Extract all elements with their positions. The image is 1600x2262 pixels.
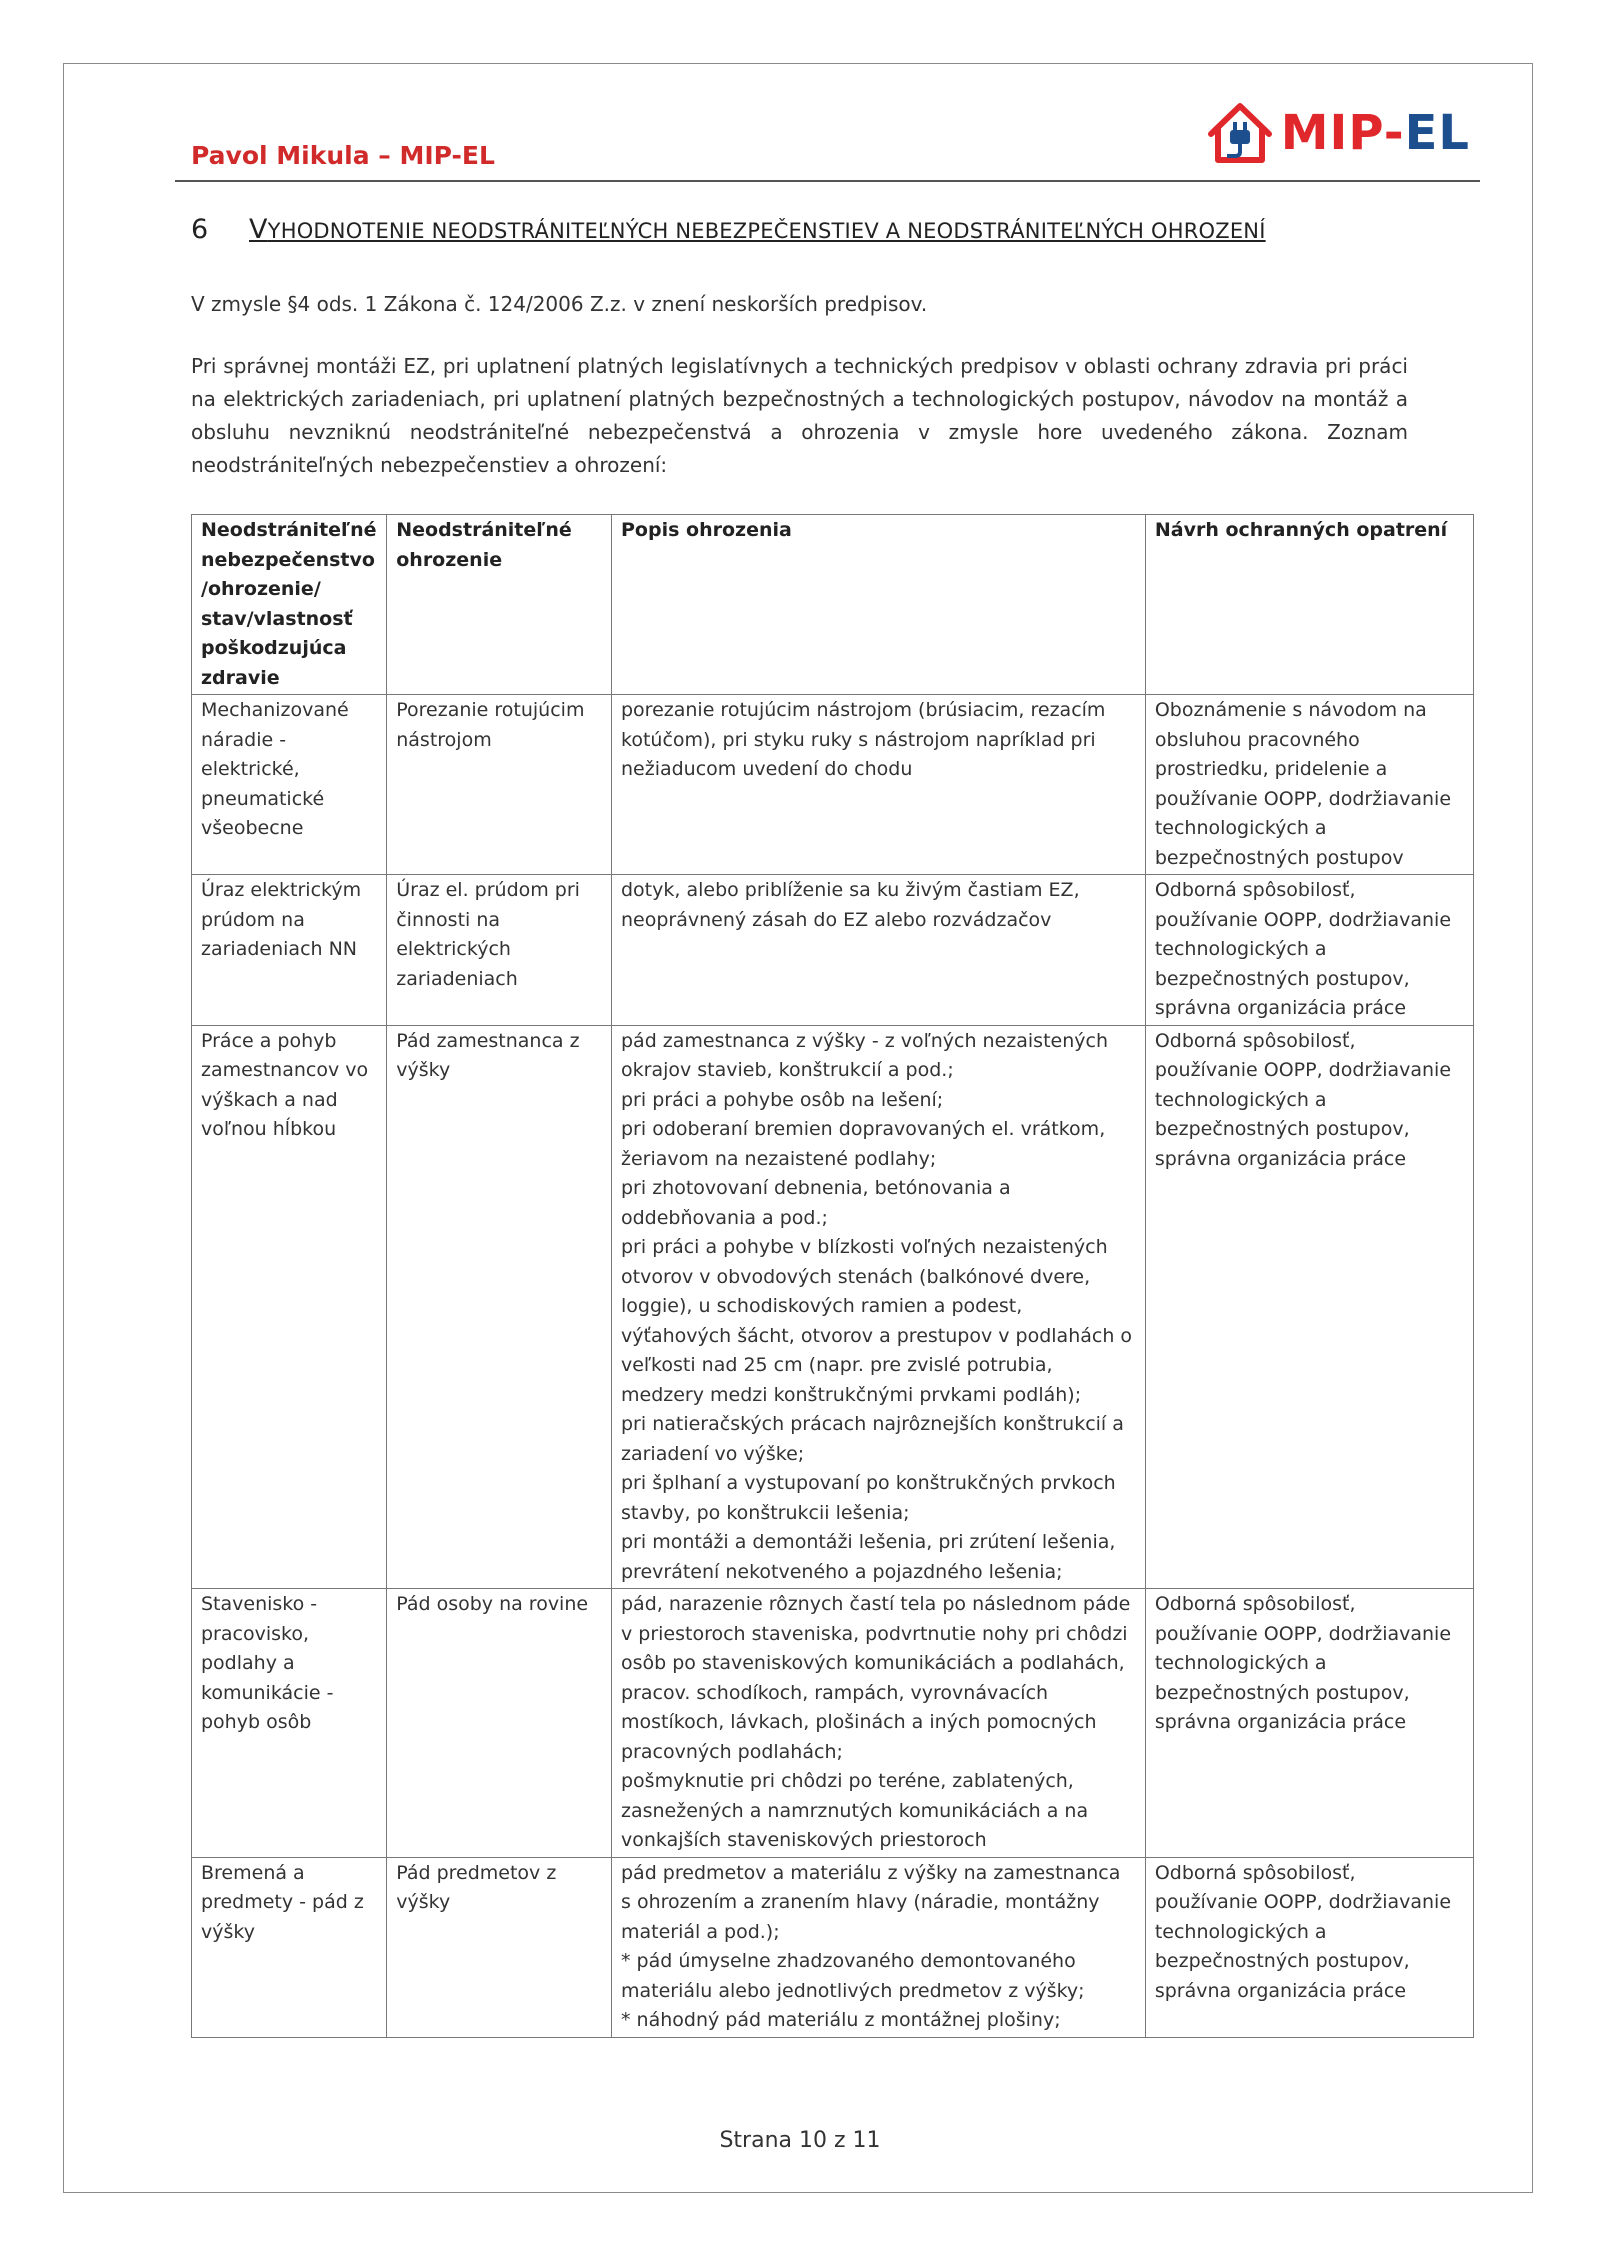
table-row	[192, 1589, 1474, 1858]
cell-measures: Odborná spôsobilosť, používanie OOPP, dodržiavanie technologických a bezpečnostných postupov, správna organizácia práce	[1145, 1589, 1473, 1858]
description-line: pád predmetov a materiálu z výšky na zamestnanca s ohrozením a zranením hlavy (náradie, montážny materiál a pod.);	[621, 1861, 1121, 1943]
description-line: pri natieračských prácach najrôznejších konštrukcií a zariadení vo výške;	[621, 1413, 1124, 1465]
header-measures: Návrh ochranných opatrení	[1145, 515, 1473, 695]
description-line: pri montáži a demontáži lešenia, pri zrútení lešenia, prevrátení nekotveného a pojazdného lešenia;	[621, 1531, 1116, 1583]
cell-threat: Pád osoby na rovine	[387, 1589, 612, 1858]
cell-description	[612, 875, 1146, 1026]
cell-threat: Porezanie rotujúcim nástrojom	[387, 695, 612, 875]
section-title: VYHODNOTENIE NEODSTRÁNITEĽNÝCH NEBEZPEČENSTIEV A NEODSTRÁNITEĽNÝCH OHROZENÍ	[249, 214, 1266, 245]
cell-description	[612, 695, 1146, 875]
description-line: pri práci a pohybe v blízkosti voľných nezaistených otvorov v obvodových stenách (balkónové dvere, loggie), u schodiskových ramien a podest, výťahových šácht, otvorov a prestupov v podlahách o veľkosti nad 25 cm (napr. pre zvislé potrubia, medzery medzi konštrukčnými prvkami podláh);	[621, 1236, 1133, 1406]
table-row	[192, 695, 1474, 875]
cell-hazard: Mechanizované náradie - elektrické, pneumatické všeobecne	[192, 695, 387, 875]
table-row	[192, 875, 1474, 1026]
cell-measures: Odborná spôsobilosť, používanie OOPP, dodržiavanie technologických a bezpečnostných postupov, správna organizácia práce	[1145, 875, 1473, 1026]
cell-measures: Odborná spôsobilosť, používanie OOPP, dodržiavanie technologických a bezpečnostných postupov, správna organizácia práce	[1145, 1025, 1473, 1589]
description-line: pri práci a pohybe osôb na lešení;	[621, 1088, 944, 1111]
cell-description	[612, 1025, 1146, 1589]
cell-description	[612, 1589, 1146, 1858]
description-line: pri odoberaní bremien dopravovaných el. vrátkom, žeriavom na nezaistené podlahy;	[621, 1118, 1106, 1170]
description-line: pád zamestnanca z výšky - z voľných nezaistených okrajov stavieb, konštrukcií a pod.;	[621, 1029, 1108, 1081]
logo-text: MIP-EL	[1280, 105, 1470, 161]
intro-text: V zmysle §4 ods. 1 Zákona č. 124/2006 Z.z. v znení neskorších predpisov.	[191, 292, 928, 316]
description-line: * náhodný pád materiálu z montážnej plošiny;	[621, 2009, 1061, 2031]
description-line: pošmyknutie pri chôdzi po teréne, zablatených, zasnežených a namrznutých komunikáciách a na vonkajších staveniskových priestoroch	[621, 1770, 1089, 1851]
cell-description	[612, 1857, 1146, 2037]
company-logo	[1205, 96, 1470, 170]
cell-hazard: Práce a pohyb zamestnancov vo výškach a nad voľnou hĺbkou	[192, 1025, 387, 1589]
table-row	[192, 1025, 1474, 1589]
header-description: Popis ohrozenia	[612, 515, 1146, 695]
cell-threat: Pád predmetov z výšky	[387, 1857, 612, 2037]
description-line: pri šplhaní a vystupovaní po konštrukčných prvkoch stavby, po konštrukcii lešenia;	[621, 1472, 1116, 1524]
description-line: * pád úmyselne zhadzovaného demontovaného materiálu alebo jednotlivých predmetov z výšky;	[621, 1950, 1085, 2002]
cell-threat: Pád zamestnanca z výšky	[387, 1025, 612, 1589]
cell-measures: Oboznámenie s návodom na obsluhou pracovného prostriedku, pridelenie a používanie OOPP, dodržiavanie technologických a bezpečnostných postupov	[1145, 695, 1473, 875]
cell-hazard: Stavenisko - pracovisko, podlahy a komunikácie - pohyb osôb	[192, 1589, 387, 1858]
header-threat: Neodstrániteľné ohrozenie	[387, 515, 612, 695]
table-row	[192, 1857, 1474, 2037]
page-number: Strana 10 z 11	[719, 2128, 881, 2153]
description-line: pri zhotovovaní debnenia, betónovania a oddebňovania a pod.;	[621, 1177, 1011, 1229]
section-number: 6	[191, 214, 209, 245]
description-line: porezanie rotujúcim nástrojom (brúsiacim, rezacím kotúčom), pri styku ruky s nástrojom napríklad pri nežiaducom uvedení do chodu	[621, 699, 1106, 780]
table-header-row	[192, 515, 1474, 695]
cell-measures: Odborná spôsobilosť, používanie OOPP, dodržiavanie technologických a bezpečnostných postupov, správna organizácia práce	[1145, 1857, 1473, 2037]
hazards-table	[191, 514, 1474, 2038]
page-header	[175, 88, 1480, 182]
cell-threat: Úraz el. prúdom pri činnosti na elektrických zariadeniach	[387, 875, 612, 1026]
header-hazard: Neodstrániteľné nebezpečenstvo /ohrozenie/ stav/vlastnosť poškodzujúca zdravie	[192, 515, 387, 695]
header-author: Pavol Mikula – MIP-EL	[191, 141, 495, 170]
intro-paragraph: Pri správnej montáži EZ, pri uplatnení platných legislatívnych a technických predpisov v oblasti ochrany zdravia pri práci na elektrických zariadeniach, pri uplatnení platných bezpečnostných a technologických postupov, návodov na montáž a obsluhu nevzniknú neodstrániteľné nebezpečenstvá a ohrozenia v zmysle hore uvedeného zákona. Zoznam neodstrániteľných nebezpečenstiev a ohrození:	[191, 354, 1408, 477]
cell-hazard: Bremená a predmety - pád z výšky	[192, 1857, 387, 2037]
house-plug-icon	[1205, 100, 1275, 166]
description-line: dotyk, alebo priblíženie sa ku živým častiam EZ, neoprávnený zásah do EZ alebo rozvádzačov	[621, 879, 1080, 931]
cell-hazard: Úraz elektrickým prúdom na zariadeniach NN	[192, 875, 387, 1026]
description-line: pád, narazenie rôznych častí tela po následnom páde v priestoroch staveniska, podvrtnutie nohy pri chôdzi osôb po staveniskových komunikáciách a podlahách, pracov. schodíkoch, rampách, vyrovnávacích mostíkoch, lávkach, plošinách a iných pomocných pracovných podlahách;	[621, 1593, 1131, 1763]
